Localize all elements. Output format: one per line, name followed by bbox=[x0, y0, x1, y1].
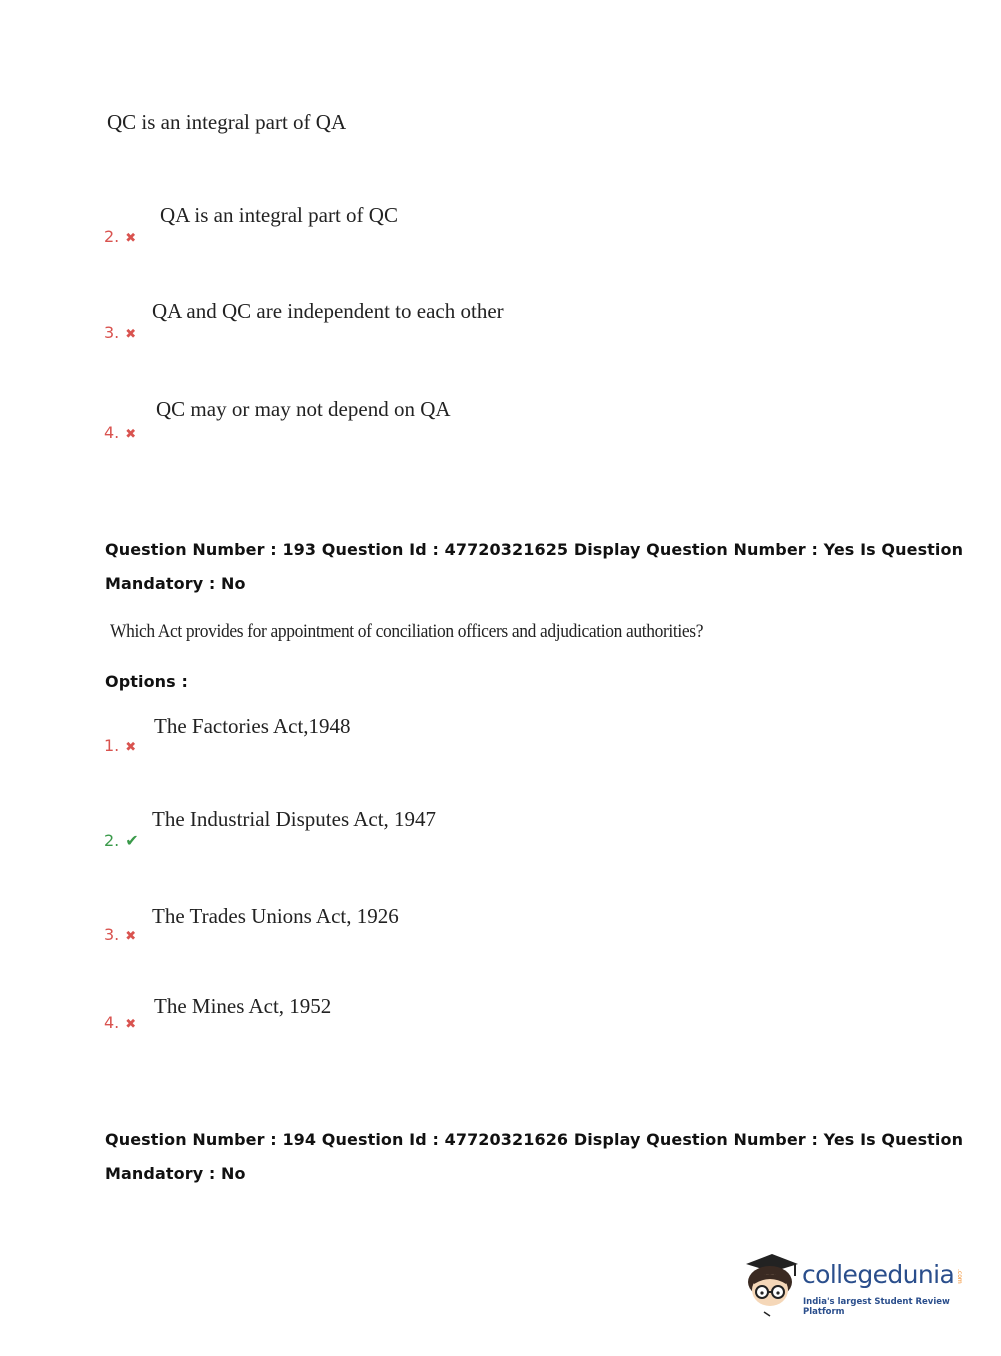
option-text: QA and QC are independent to each other bbox=[152, 299, 504, 323]
option-text: QC may or may not depend on QA bbox=[156, 397, 451, 421]
logo-tagline: India's largest Student Review Platform bbox=[803, 1297, 950, 1317]
question-meta-mandatory: Mandatory : No bbox=[105, 574, 246, 593]
option-number: 3. ✖ bbox=[104, 925, 137, 944]
cross-icon: ✖ bbox=[125, 231, 137, 246]
checkmark-icon: ✔ bbox=[125, 831, 139, 850]
option-number: 4. ✖ bbox=[104, 423, 137, 442]
cross-icon: ✖ bbox=[125, 740, 137, 755]
logo-wordmark: collegedunia bbox=[802, 1260, 955, 1289]
cross-icon: ✖ bbox=[125, 427, 137, 442]
question-meta: Question Number : 194 Question Id : 47720321626 Display Question Number : Yes Is Question bbox=[105, 1130, 964, 1149]
logo-suffix: .com bbox=[956, 1269, 963, 1284]
mascot-icon bbox=[742, 1250, 802, 1320]
cross-icon: ✖ bbox=[125, 1017, 137, 1032]
cross-icon: ✖ bbox=[125, 929, 137, 944]
question-meta: Question Number : 193 Question Id : 47720321625 Display Question Number : Yes Is Question bbox=[105, 540, 964, 559]
options-label: Options : bbox=[105, 672, 188, 691]
option-number: 3. ✖ bbox=[104, 323, 137, 342]
option-text: QA is an integral part of QC bbox=[160, 203, 398, 227]
option-text: The Industrial Disputes Act, 1947 bbox=[152, 807, 437, 831]
option-number-correct: 2. ✔ bbox=[104, 831, 139, 850]
option-number: 4. ✖ bbox=[104, 1013, 137, 1032]
option-text: The Mines Act, 1952 bbox=[154, 994, 332, 1018]
option-number: 2. ✖ bbox=[104, 227, 137, 246]
option-text: The Factories Act,1948 bbox=[154, 714, 351, 738]
option-text: QC is an integral part of QA bbox=[107, 110, 347, 134]
collegedunia-logo bbox=[742, 1250, 972, 1320]
cross-icon: ✖ bbox=[125, 327, 137, 342]
question-text: Which Act provides for appointment of conciliation officers and adjudication authorities? bbox=[110, 621, 704, 642]
option-number: 1. ✖ bbox=[104, 736, 137, 755]
question-meta-mandatory: Mandatory : No bbox=[105, 1164, 246, 1183]
option-text: The Trades Unions Act, 1926 bbox=[152, 904, 399, 928]
